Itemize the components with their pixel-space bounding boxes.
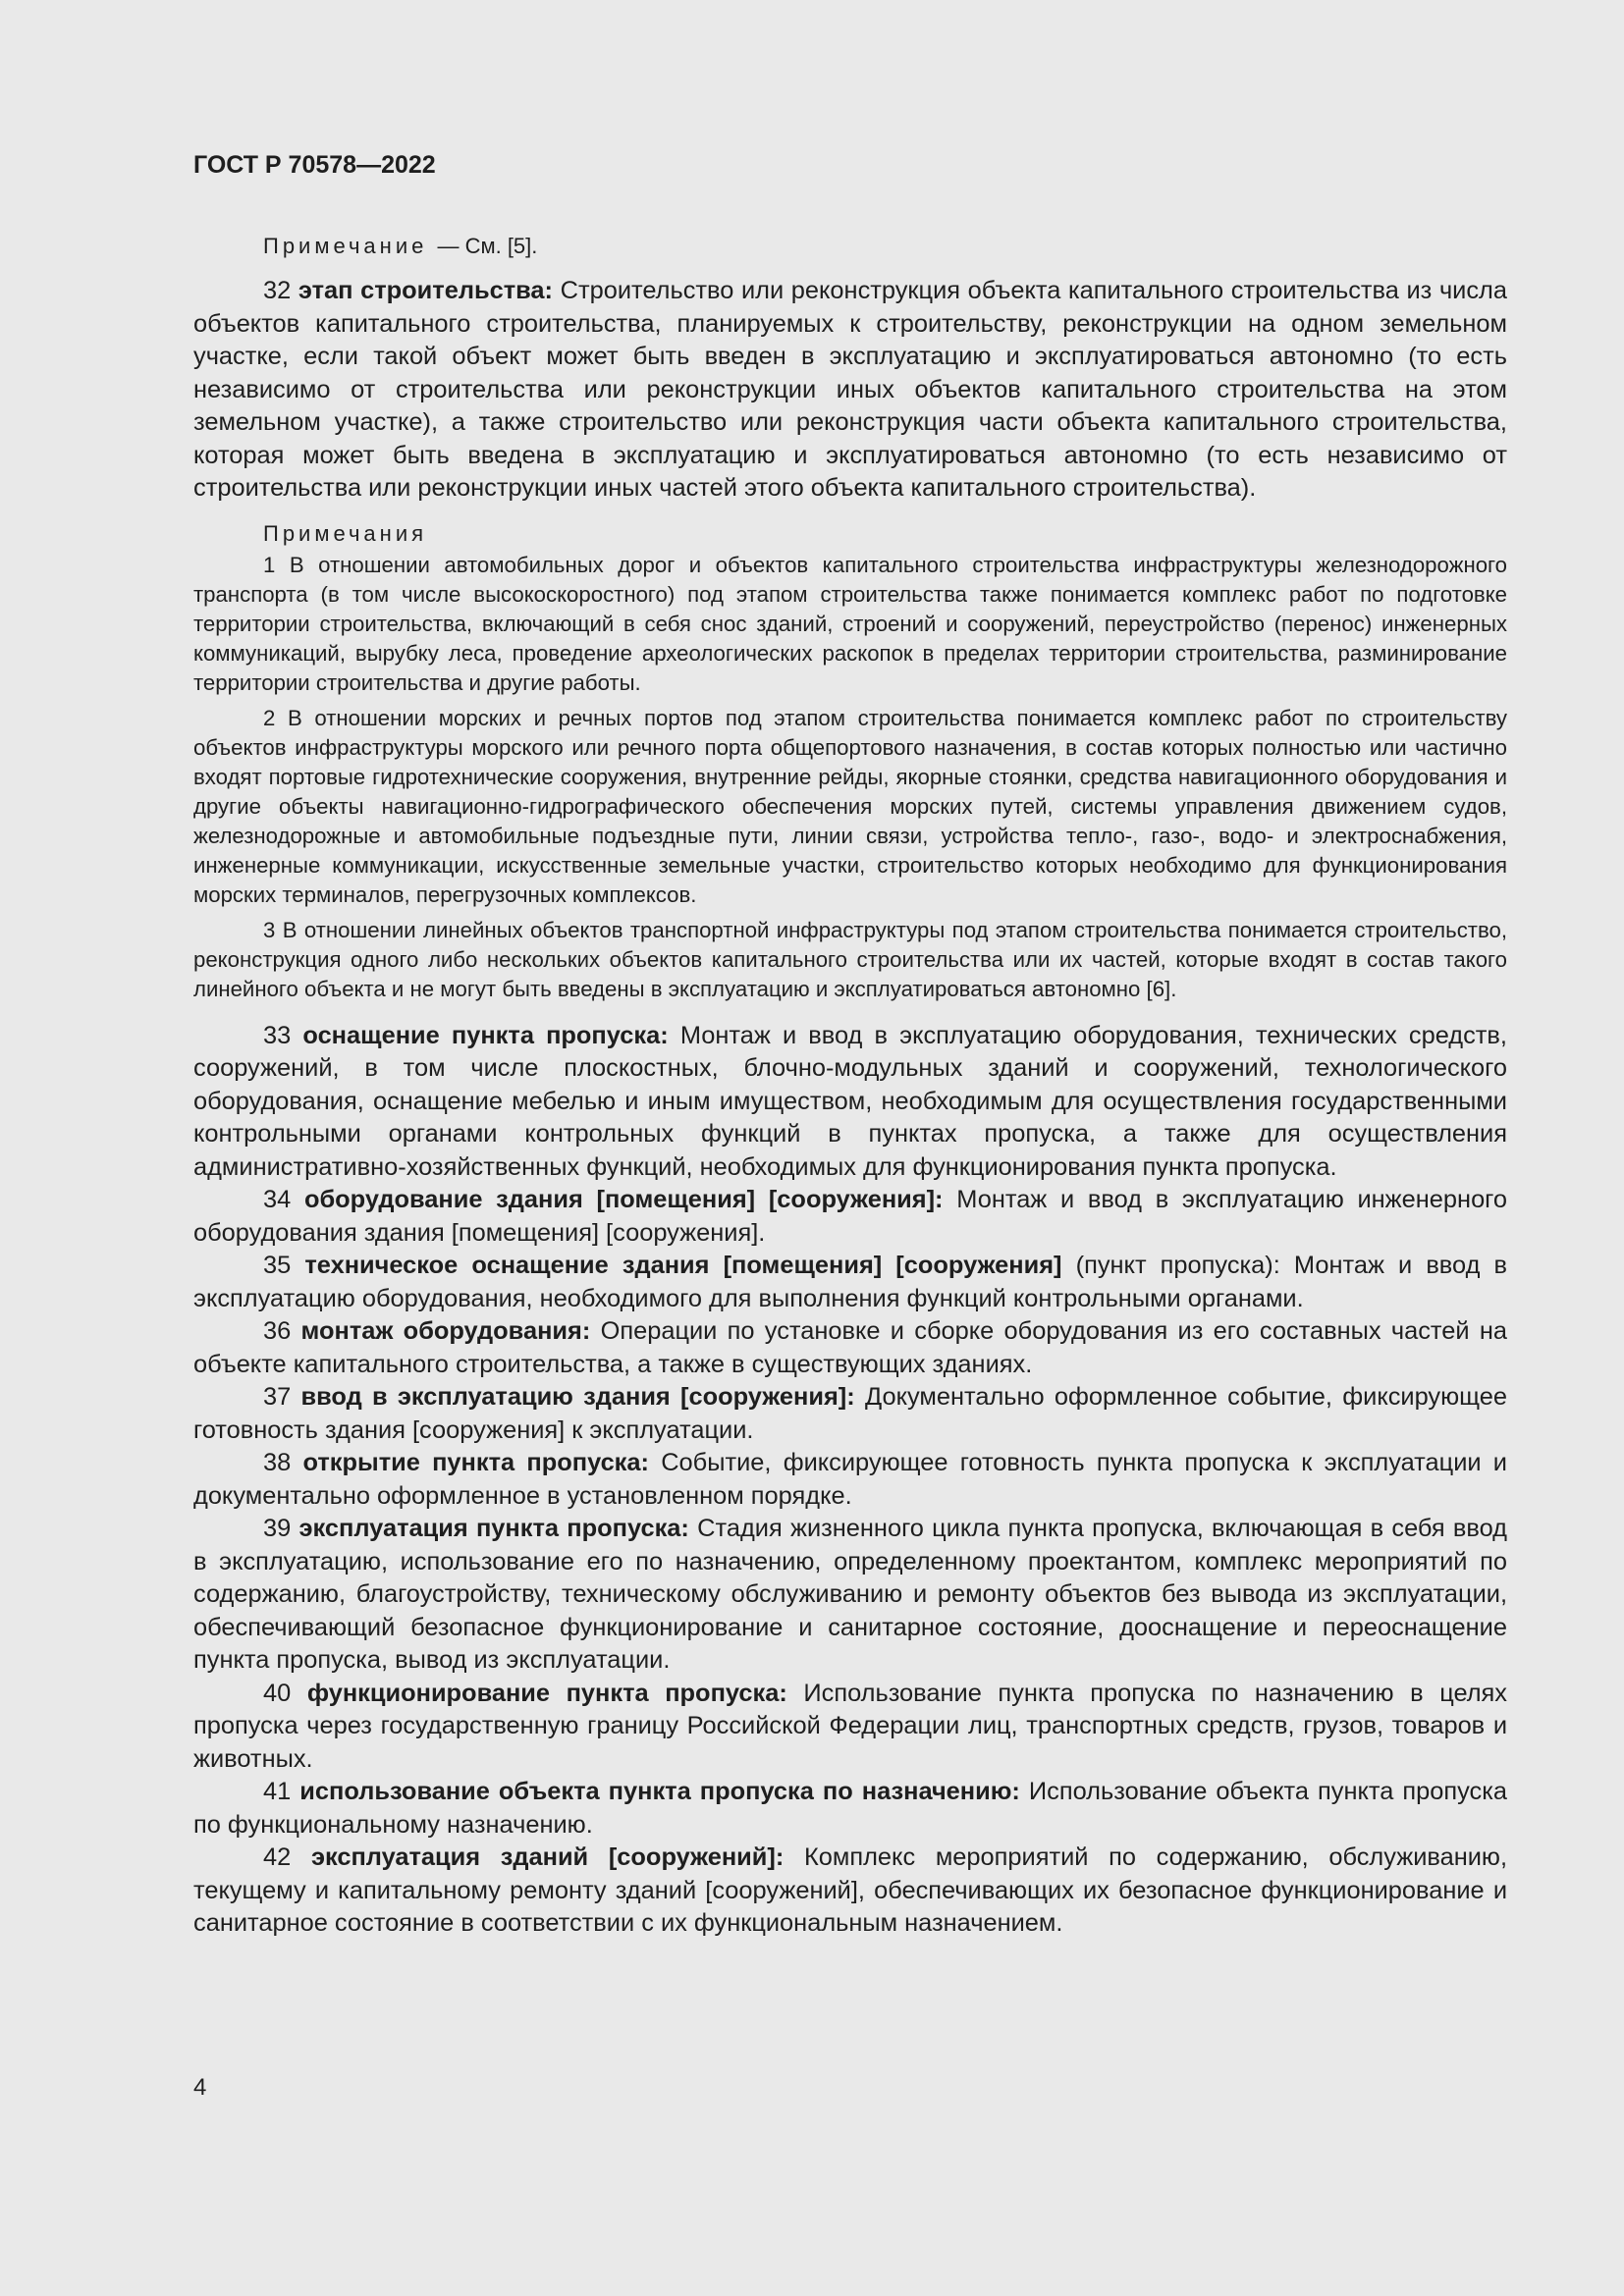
page-number: 4	[193, 2074, 207, 2101]
notes-heading: Примечания	[263, 520, 428, 546]
term-definition: (пункт пропуска): Монтаж и ввод в эксплуатацию оборудования, необходимого для выполнения функций контрольными органами.	[193, 1252, 1507, 1312]
term-42	[193, 1842, 1507, 1941]
note-item-1: 1 В отношении автомобильных дорог и объектов капитального строительства инфраструктуры железнодорожного транспорта (в том числе высокоскоростного) под этапом строительства также понимается комплекс работ по подготовке территории строительства, включающий в себя снос зданий, строений и сооружений, переустройство (перенос) инженерных коммуникаций, вырубку леса, проведение археологических раскопок в пределах территории строительства, разминирование территории строительства и другие работы.	[193, 552, 1507, 695]
term-36	[193, 1315, 1507, 1381]
term-number: 41	[263, 1778, 292, 1805]
term-title: техническое оснащение здания [помещения] [сооружения]	[304, 1252, 1062, 1279]
term-39	[193, 1513, 1507, 1678]
term-number: 34	[263, 1186, 292, 1213]
term-number: 33	[263, 1021, 292, 1049]
term-35	[193, 1250, 1507, 1315]
term-40	[193, 1678, 1507, 1777]
term-title: монтаж оборудования:	[300, 1317, 591, 1345]
term-title: эксплуатация зданий [сооружений]:	[310, 1843, 785, 1871]
term-number: 42	[263, 1843, 292, 1871]
note-first	[193, 230, 1507, 263]
term-37	[193, 1381, 1507, 1447]
term-number: 32	[263, 277, 292, 304]
term-definition: Документально оформленное событие, фиксирующее готовность здания [сооружения] к эксплуатации.	[193, 1383, 1508, 1444]
term-number: 38	[263, 1449, 292, 1476]
term-definition: Стадия жизненного цикла пункта пропуска, включающая в себя ввод в эксплуатацию, использование его по назначению, определенному проектантом, комплекс мероприятий по содержанию, благоустройству, техническому обслуживанию и ремонту объектов без вывода из эксплуатации, обеспечивающий безопасное функционирование и санитарное состояние, дооснащение и переоснащение пункта пропуска, вывод из эксплуатации.	[193, 1515, 1508, 1674]
note-item-2: 2 В отношении морских и речных портов под этапом строительства понимается комплекс работ по строительству объектов инфраструктуры морского или речного порта общепортового назначения, в состав которых полностью или частично входят портовые гидротехнические сооружения, внутренние рейды, якорные стоянки, средства навигационного оборудования и другие объекты навигационно-гидрографического обеспечения морских путей, системы управления движением судов, железнодорожные и автомобильные подъездные пути, линии связи, устройства тепло-, газо-, водо- и электроснабжения, инженерные коммуникации, искусственные земельные участки, строительство которых необходимо для функционирования морских терминалов, перегрузочных комплексов.	[193, 705, 1507, 907]
term-title: функционирование пункта пропуска:	[306, 1679, 787, 1707]
term-definition: Монтаж и ввод в эксплуатацию инженерного оборудования здания [помещения] [сооружения].	[193, 1186, 1508, 1247]
term-title: использование объекта пункта пропуска по назначению:	[299, 1778, 1020, 1805]
term-38	[193, 1447, 1507, 1513]
term-definition: Использование объекта пункта пропуска по функциональному назначению.	[193, 1778, 1507, 1839]
term-34	[193, 1184, 1507, 1250]
term-number: 37	[263, 1383, 292, 1411]
note-label: Примечание	[263, 234, 428, 258]
term-number: 39	[263, 1515, 292, 1542]
term-definition: Строительство или реконструкция объекта капитального строительства из числа объектов капитального строительства, планируемых к строительству, реконструкции на одном земельном участке, если такой объект может быть введен в эксплуатацию и эксплуатироваться автономно (то есть независимо от строительства или реконструкции иных объектов капитального строительства на этом земельном участке), а также строительство или реконструкция части объекта капитального строительства, которая может быть введена в эксплуатацию и эксплуатироваться автономно (то есть независимо от строительства или реконструкции иных частей этого объекта капитального строительства).	[193, 277, 1507, 502]
term-definition: Монтаж и ввод в эксплуатацию оборудования, технических средств, сооружений, в том числе плоскостных, блочно-модульных зданий и сооружений, технологического оборудования, оснащение мебелью и иным имуществом, необходимым для осуществления государственными контрольными органами контрольных функций в пунктах пропуска, а также для осуществления административно-хозяйственных функций, необходимых для функционирования пункта пропуска.	[193, 1021, 1507, 1181]
note-item-3: 3 В отношении линейных объектов транспортной инфраструктуры под этапом строительства понимается строительство, реконструкция одного либо нескольких объектов капитального строительства или их частей, которые входят в состав такого линейного объекта и не могут быть введены в эксплуатацию и эксплуатироваться автономно [6].	[193, 917, 1507, 1001]
term-number: 40	[263, 1679, 292, 1707]
term-33	[193, 1020, 1507, 1185]
term-definition: Комплекс мероприятий по содержанию, обслуживанию, текущему и капитальному ремонту зданий [сооружений], обеспечивающих их безопасное функционирование и санитарное состояние в соответствии с их функциональным назначением.	[193, 1843, 1508, 1937]
term-number: 36	[263, 1317, 292, 1345]
term-number: 35	[263, 1252, 292, 1279]
document-page	[193, 147, 1507, 1941]
term-32	[193, 275, 1507, 506]
term-definition: Использование пункта пропуска по назначению в целях пропуска через государственную границу Российской Федерации лиц, транспортных средств, грузов, товаров и животных.	[193, 1679, 1508, 1773]
term-title: ввод в эксплуатацию здания [сооружения]:	[300, 1383, 855, 1411]
term-title: этап строительства:	[298, 277, 553, 304]
term-title: оснащение пункта пропуска:	[302, 1021, 669, 1049]
term-title: открытие пункта пропуска:	[302, 1449, 649, 1476]
note-text: — См. [5].	[437, 234, 538, 258]
term-title: эксплуатация пункта пропуска:	[298, 1515, 689, 1542]
term-definition: Операции по установке и сборке оборудования из его составных частей на объекте капитального строительства, а также в существующих зданиях.	[193, 1317, 1508, 1378]
term-title: оборудование здания [помещения] [сооружения]:	[303, 1186, 944, 1213]
document-header: ГОСТ Р 70578—2022	[193, 151, 436, 179]
term-definition: Событие, фиксирующее готовность пункта пропуска к эксплуатации и документально оформленное в установленном порядке.	[193, 1449, 1507, 1510]
term-41	[193, 1776, 1507, 1842]
